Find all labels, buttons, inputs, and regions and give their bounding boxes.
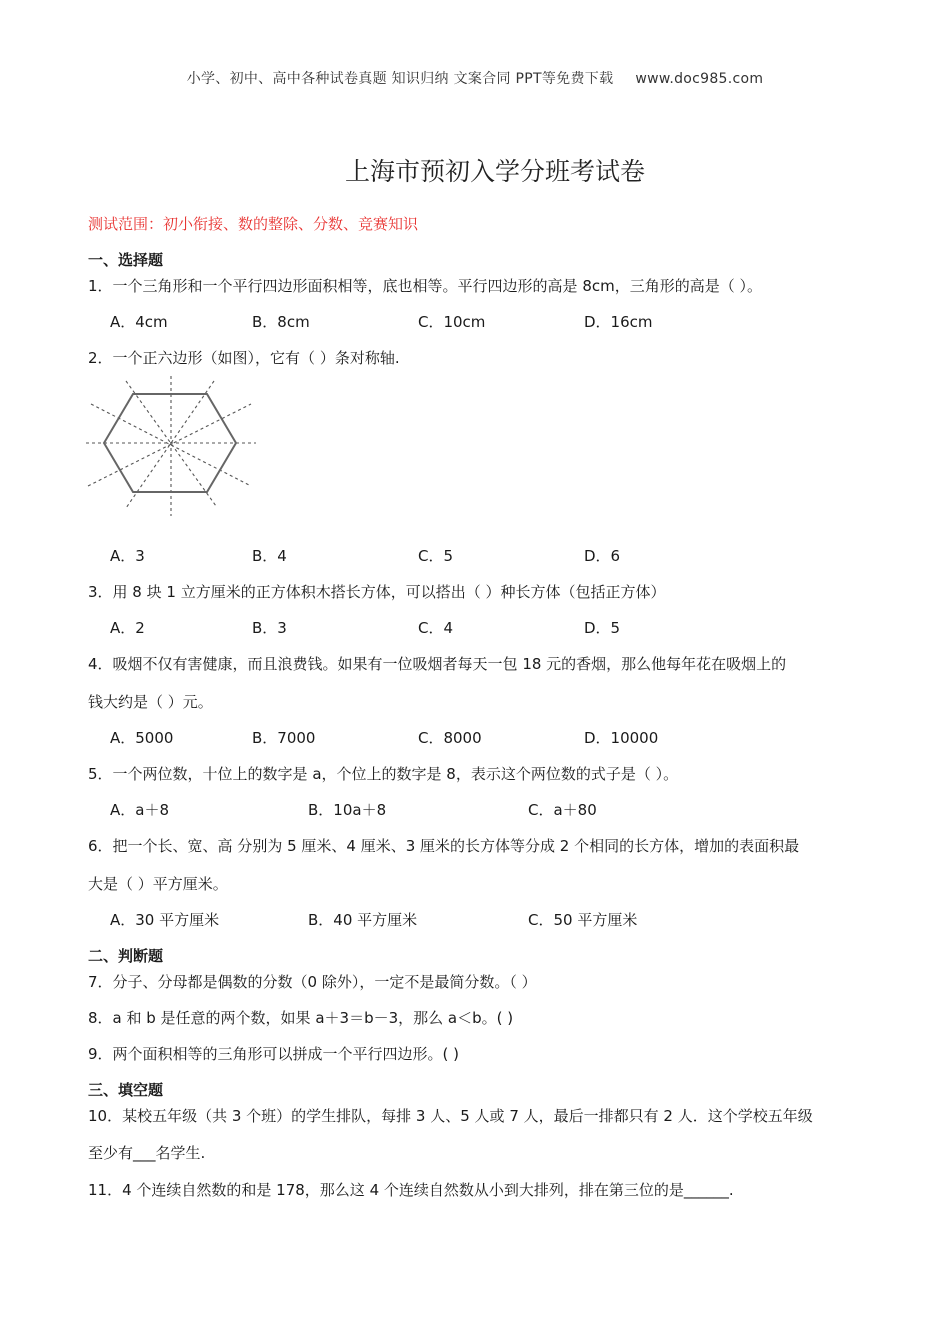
- q2-option-d: D．6: [584, 547, 621, 565]
- question-6-line2: 大是（ ）平方厘米。: [88, 875, 228, 893]
- section-choice: 一、选择题: [88, 251, 164, 269]
- q1-option-d: D．16cm: [584, 313, 653, 331]
- q6-option-b: B．40 平方厘米: [308, 911, 418, 929]
- q3-option-b: B．3: [252, 619, 287, 637]
- q3-option-d: D．5: [584, 619, 621, 637]
- q2-option-b: B．4: [252, 547, 287, 565]
- page-header: [0, 68, 950, 88]
- q2-option-a: A．3: [110, 547, 145, 565]
- header-site: www.doc985.com: [635, 71, 764, 87]
- question-6-line1: 6．把一个长、宽、高 分别为 5 厘米、4 厘米、3 厘米的长方体等分成 2 个相同的长方体，增加的表面积最: [88, 837, 800, 855]
- q4-option-a: A．5000: [110, 729, 174, 747]
- question-10-line1: 10．某校五年级（共 3 个班）的学生排队，每排 3 人、5 人或 7 人，最后一排都只有 2 人．这个学校五年级: [88, 1107, 813, 1125]
- section-judge: 二、判断题: [88, 947, 164, 965]
- hexagon-figure: [86, 376, 256, 516]
- q5-option-b: B．10a＋8: [308, 801, 387, 819]
- q1-option-c: C．10cm: [418, 313, 486, 331]
- question-10-line2: 至少有___名学生.: [88, 1144, 206, 1162]
- section-fill: 三、填空题: [88, 1081, 164, 1099]
- q1-option-b: B．8cm: [252, 313, 310, 331]
- q3-option-a: A．2: [110, 619, 145, 637]
- question-4-line2: 钱大约是（ ）元。: [88, 693, 213, 711]
- question-3: 3．用 8 块 1 立方厘米的正方体积木搭长方体，可以搭出（ ）种长方体（包括正方体）: [88, 583, 666, 601]
- q4-option-d: D．10000: [584, 729, 659, 747]
- question-9: 9．两个面积相等的三角形可以拼成一个平行四边形。( ): [88, 1045, 460, 1063]
- question-1: 1．一个三角形和一个平行四边形面积相等，底也相等。平行四边形的高是 8cm，三角形的高是（ ）。: [88, 277, 762, 295]
- q3-option-c: C．4: [418, 619, 454, 637]
- q4-option-b: B．7000: [252, 729, 316, 747]
- question-5: 5．一个两位数，十位上的数字是 a，个位上的数字是 8，表示这个两位数的式子是（ ）。: [88, 765, 679, 783]
- q2-option-c: C．5: [418, 547, 454, 565]
- question-4-line1: 4．吸烟不仅有害健康，而且浪费钱。如果有一位吸烟者每天一包 18 元的香烟，那么他每年花在吸烟上的: [88, 655, 787, 673]
- header-text: 小学、初中、高中各种试卷真题 知识归纳 文案合同 PPT等免费下载: [186, 71, 614, 87]
- question-11: 11．4 个连续自然数的和是 178，那么这 4 个连续自然数从小到大排列，排在第三位的是______.: [88, 1181, 734, 1199]
- question-2: 2．一个正六边形（如图），它有（ ）条对称轴.: [88, 349, 400, 367]
- question-8: 8．a 和 b 是任意的两个数，如果 a＋3＝b－3，那么 a＜b。( ): [88, 1009, 514, 1027]
- q4-option-c: C．8000: [418, 729, 482, 747]
- question-7: 7．分子、分母都是偶数的分数（0 除外），一定不是最简分数。（ ）: [88, 973, 537, 991]
- q5-option-c: C．a＋80: [528, 801, 597, 819]
- q6-option-c: C．50 平方厘米: [528, 911, 638, 929]
- page-title: 上海市预初入学分班考试卷: [344, 157, 645, 186]
- test-scope: 测试范围：初小衔接、数的整除、分数、竞赛知识: [88, 215, 419, 233]
- q6-option-a: A．30 平方厘米: [110, 911, 220, 929]
- q5-option-a: A．a＋8: [110, 801, 169, 819]
- q1-option-a: A．4cm: [110, 313, 168, 331]
